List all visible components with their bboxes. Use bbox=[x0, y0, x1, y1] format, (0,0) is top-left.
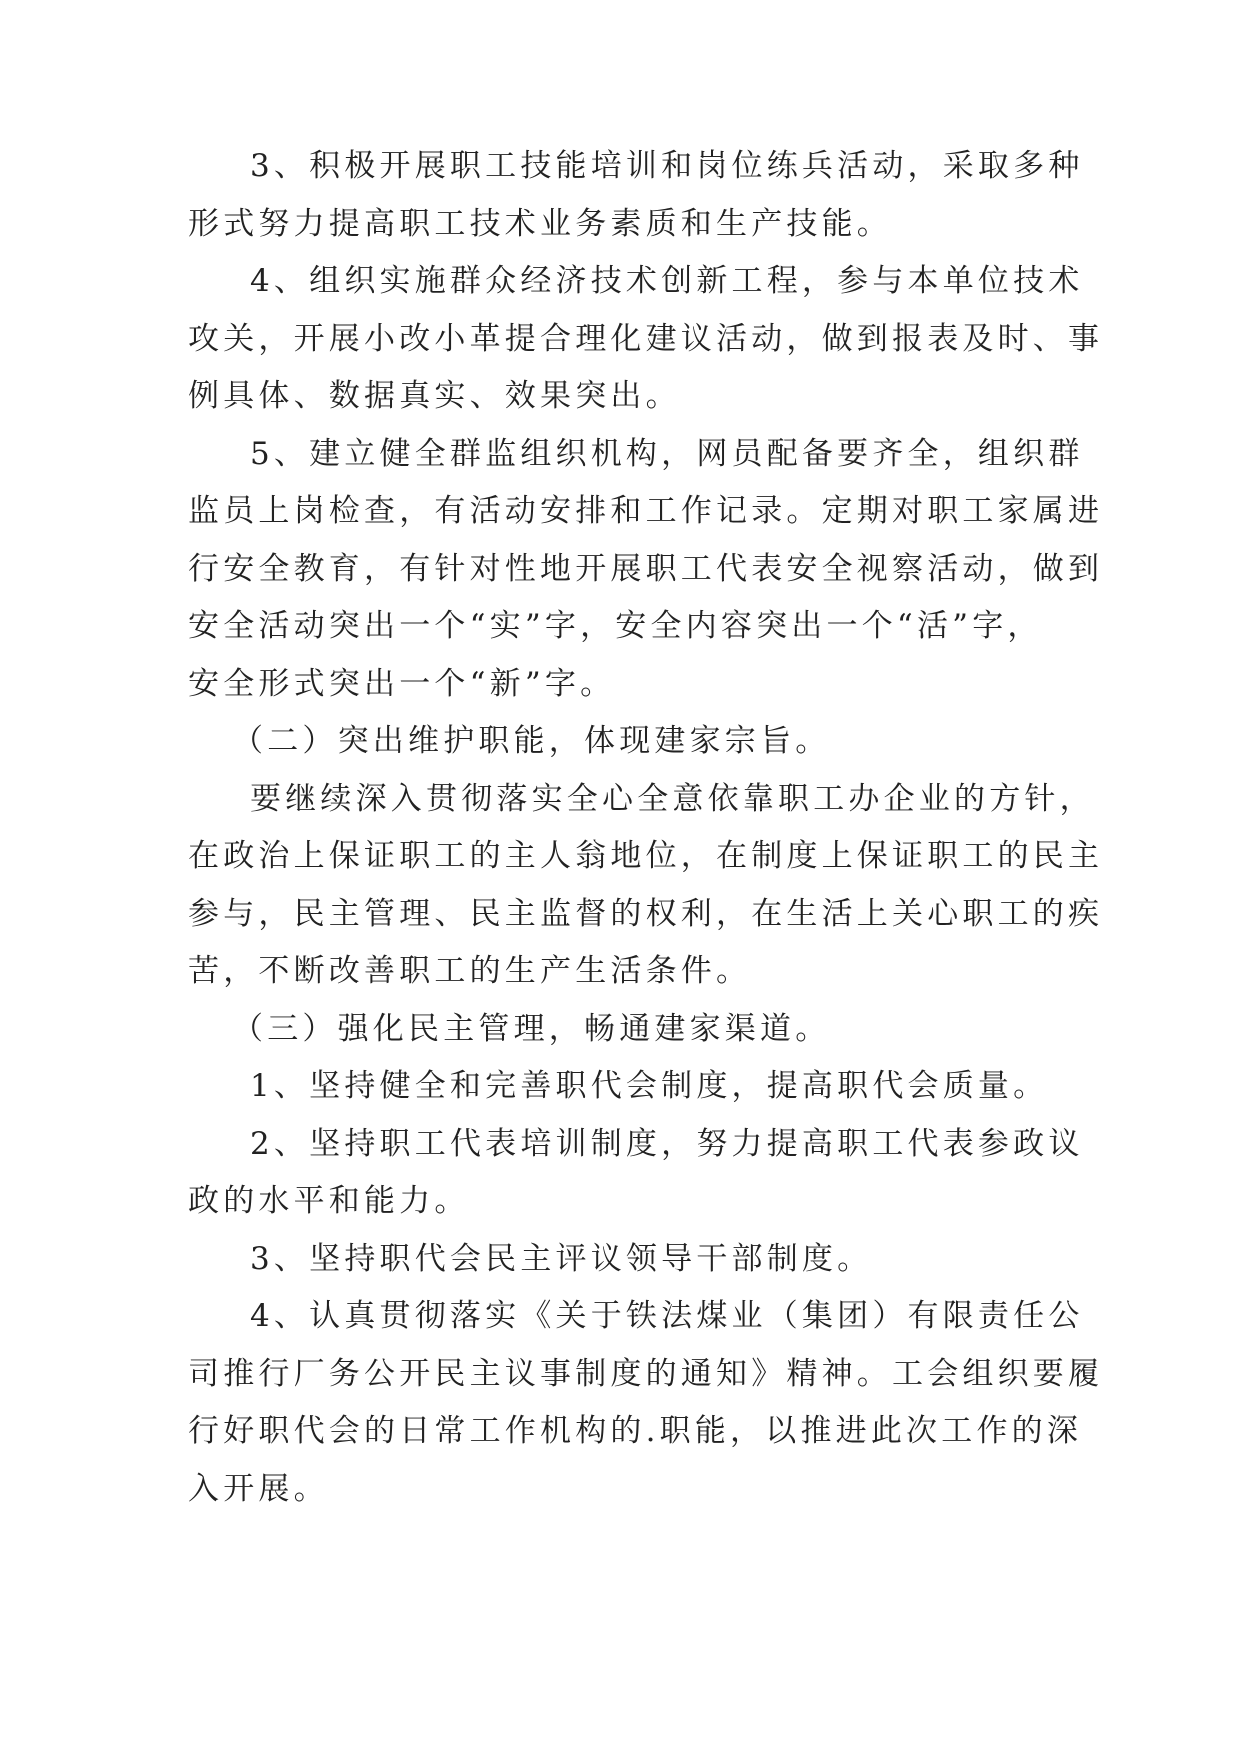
text-line: 在政治上保证职工的主人翁地位，在制度上保证职工的民主 bbox=[188, 838, 1104, 874]
text-line: 苦，不断改善职工的生产生活条件。 bbox=[188, 953, 752, 989]
text-line: 5、建立健全群监组织机构，网员配备要齐全，组织群 bbox=[250, 435, 1084, 472]
text-line: 政的水平和能力。 bbox=[188, 1183, 470, 1219]
text-line: 安全活动突出一个“实”字，安全内容突出一个“活”字， bbox=[188, 608, 1043, 644]
text-line: 1、坚持健全和完善职代会制度，提高职代会质量。 bbox=[250, 1068, 1049, 1104]
text-line: 行安全教育，有针对性地开展职工代表安全视察活动，做到 bbox=[188, 550, 1104, 587]
text-line: 入开展。 bbox=[188, 1470, 329, 1507]
text-line: 3、坚持职代会民主评议领导干部制度。 bbox=[250, 1240, 873, 1277]
text-line: 参与，民主管理、民主监督的权利，在生活上关心职工的疾 bbox=[188, 895, 1104, 932]
text-line: 4、认真贯彻落实《关于铁法煤业（集团）有限责任公 bbox=[250, 1298, 1084, 1334]
text-line: 监员上岗检查，有活动安排和工作记录。定期对职工家属进 bbox=[188, 493, 1104, 529]
text-line: 司推行厂务公开民主议事制度的通知》精神。工会组织要履 bbox=[188, 1355, 1104, 1392]
text-line: （二）突出维护职能，体现建家宗旨。 bbox=[232, 723, 831, 759]
text-line: 3、积极开展职工技能培训和岗位练兵活动，采取多种 bbox=[250, 148, 1084, 184]
text-line: （三）强化民主管理，畅通建家渠道。 bbox=[232, 1010, 831, 1047]
text-line: 行好职代会的日常工作机构的.职能，以推进此次工作的深 bbox=[188, 1413, 1083, 1449]
text-line: 要继续深入贯彻落实全心全意依靠职工办企业的方针， bbox=[250, 780, 1095, 817]
text-line: 形式努力提高职工技术业务素质和生产技能。 bbox=[188, 205, 892, 242]
text-line: 攻关，开展小改小革提合理化建议活动，做到报表及时、事 bbox=[188, 320, 1104, 357]
text-line: 2、坚持职工代表培训制度，努力提高职工代表参政议 bbox=[250, 1125, 1084, 1162]
text-line: 安全形式突出一个“新”字。 bbox=[188, 665, 616, 702]
text-line: 例具体、数据真实、效果突出。 bbox=[188, 378, 681, 414]
text-line: 4、组织实施群众经济技术创新工程，参与本单位技术 bbox=[250, 263, 1084, 299]
